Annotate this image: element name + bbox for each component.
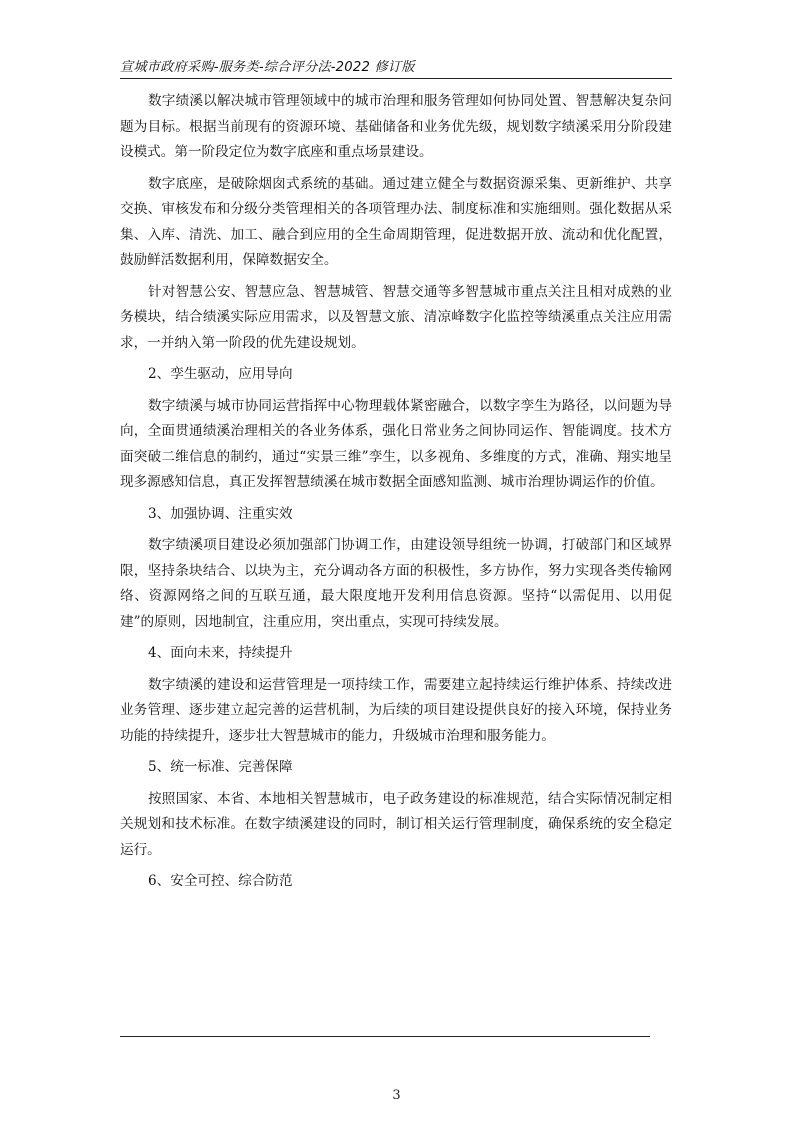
section-heading: 3、加强协调、注重实效: [148, 505, 293, 522]
section-paragraph: 数字绩溪的建设和运营管理是一项持续工作，需要建立起持续运行维护体系、持续改进业务管理、逐步建立起完善的运营机制，为后续的项目建设提供良好的接入环境，保持业务功能的持续提升，逐步壮大智慧城市的能力，升级城市治理和服务能力。: [120, 676, 672, 744]
footer-divider: [120, 1036, 650, 1037]
body-paragraph: 数字底座，是破除烟囱式系统的基础。通过建立健全与数据资源采集、更新维护、共享交换、审核发布和分级分类管理相关的各项管理办法、制度标准和实施细则。强化数据从采集、入库、清洗、加工、融合到应用的全生命周期管理，促进数据开放、流动和优化配置，鼓励鲜活数据利用，保障数据安全。: [120, 175, 672, 268]
section-paragraph: 数字绩溪项目建设必须加强部门协调工作，由建设领导组统一协调，打破部门和区域界限，坚持条块结合、以块为主，充分调动各方面的积极性，多方协作，努力实现各类传输网络、资源网络之间的互联互通，最大限度地开发利用信息资源。坚持“以需促用、以用促建”的原则，因地制宜，注重应用，突出重点，实现可持续发展。: [120, 537, 672, 630]
section-heading: 6、安全可控、综合防范: [148, 873, 293, 889]
section-heading: 4、面向未来，持续提升: [148, 645, 293, 661]
page-number: 3: [392, 1088, 401, 1103]
document-body: [120, 89, 672, 895]
section-heading: 2、孪生驱动，应用导向: [148, 366, 293, 382]
section-paragraph: 按照国家、本省、本地相关智慧城市，电子政务建设的标准规范，结合实际情况制定相关规划和技术标准。在数字绩溪建设的同时，制订相关运行管理制度，确保系统的安全稳定运行。: [120, 790, 672, 858]
body-paragraph: 数字绩溪以解决城市管理领域中的城市治理和服务管理如何协同处置、智慧解决复杂问题为目标。根据当前现有的资源环境、基础储备和业务优先级，规划数字绩溪采用分阶段建设模式。第一阶段定位为数字底座和重点场景建设。: [120, 93, 672, 160]
section-paragraph: 数字绩溪与城市协同运营指挥中心物理载体紧密融合，以数字孪生为路径，以问题为导向，全面贯通绩溪治理相关的各业务体系，强化日常业务之间协同运作、智能调度。技术方面突破二维信息的制约，通过“实景三维”孪生，以多视角、多维度的方式，准确、翔实地呈现多源感知信息，真正发挥智慧绩溪在城市数据全面感知监测、城市治理协调运作的价值。: [120, 397, 672, 490]
header-title: 宣城市政府采购-服务类-综合评分法-2022 修订版: [120, 60, 415, 75]
section-heading: 5、统一标准、完善保障: [148, 759, 293, 775]
body-paragraph: 针对智慧公安、智慧应急、智慧城管、智慧交通等多智慧城市重点关注且相对成熟的业务模块，结合绩溪实际应用需求，以及智慧文旅、清凉峰数字化监控等绩溪重点关注应用需求，一并纳入第一阶段的优先建设规划。: [120, 283, 672, 351]
page-header: [120, 54, 672, 79]
